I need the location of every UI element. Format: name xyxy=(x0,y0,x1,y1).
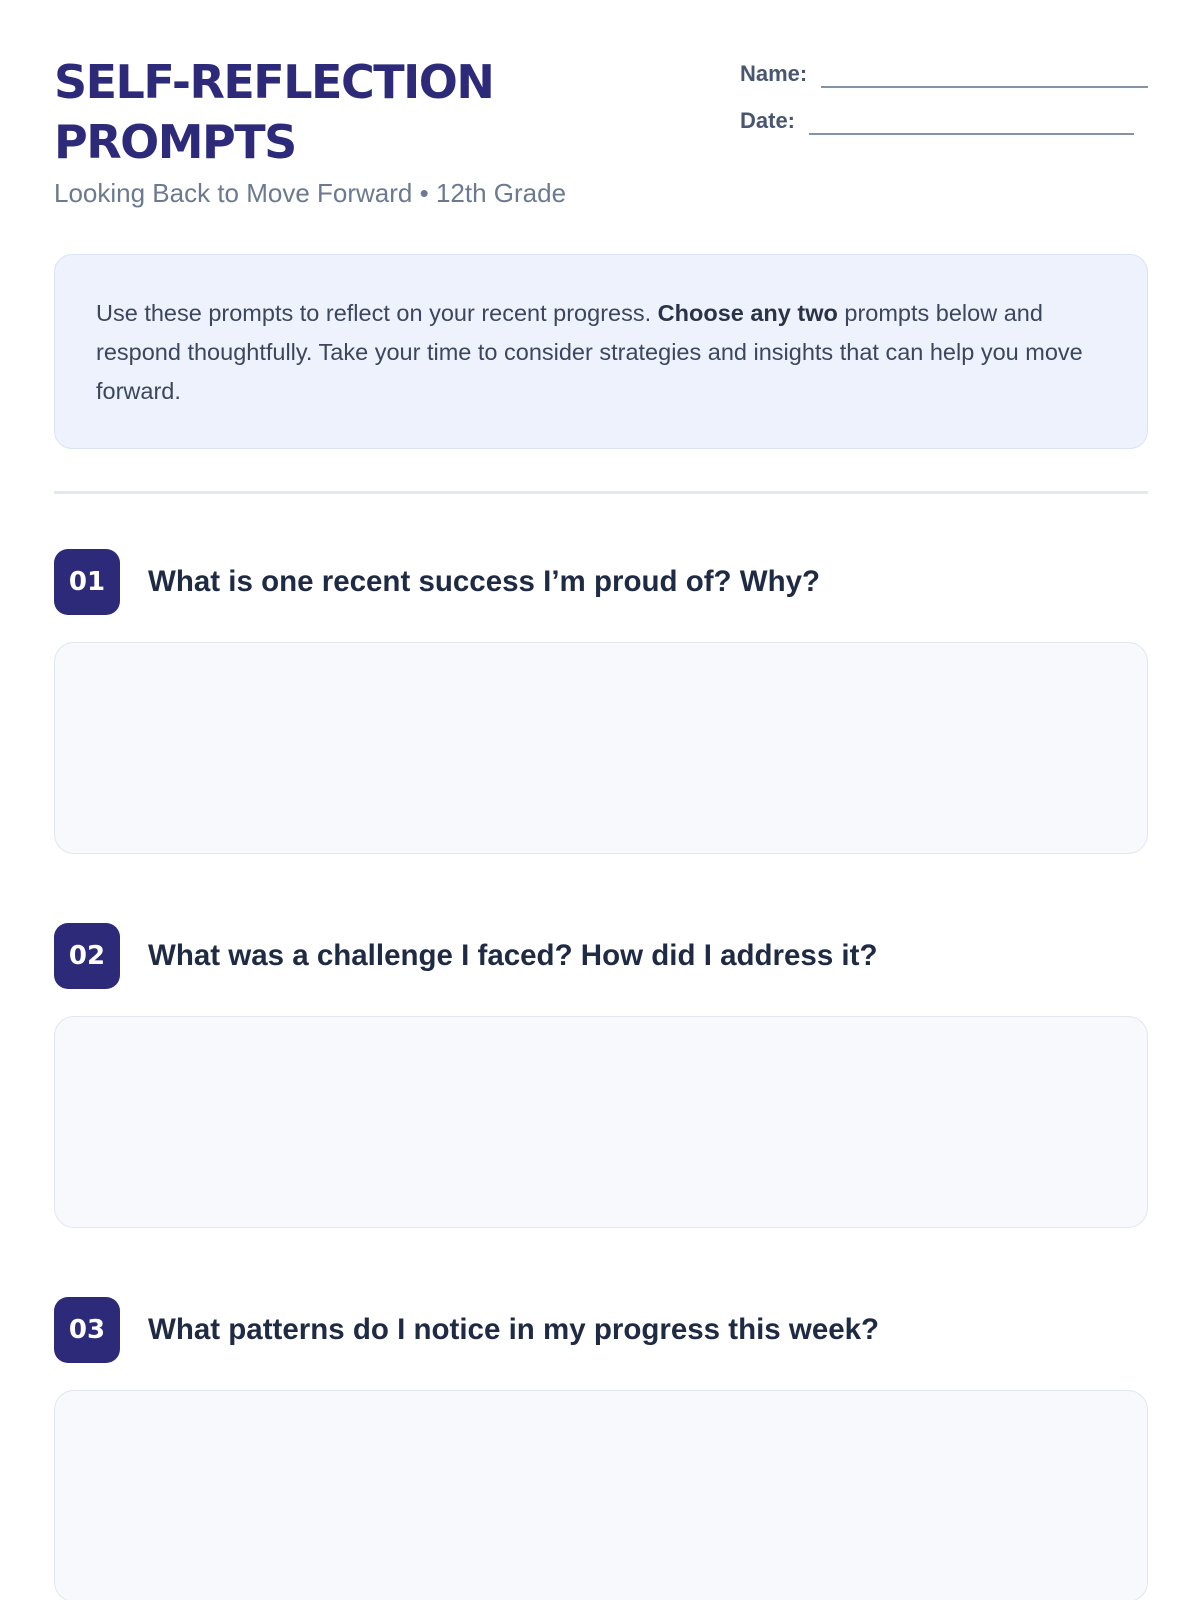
instructions-text-before: Use these prompts to reflect on your recent progress. xyxy=(96,300,658,326)
prompt-item-3 xyxy=(54,1297,1148,1600)
answer-box[interactable] xyxy=(54,642,1148,854)
prompt-item-1 xyxy=(54,549,1148,854)
prompt-header xyxy=(54,1297,1148,1363)
prompt-question: What patterns do I notice in my progress this week? xyxy=(148,1313,880,1346)
prompt-header xyxy=(54,923,1148,989)
section-divider xyxy=(54,491,1148,494)
worksheet-page xyxy=(54,0,1148,1600)
worksheet-header xyxy=(54,0,1148,240)
prompt-question: What was a challenge I faced? How did I address it? xyxy=(148,939,878,972)
date-field-row xyxy=(740,101,1148,135)
answer-box[interactable] xyxy=(54,1016,1148,1228)
answer-box[interactable] xyxy=(54,1390,1148,1600)
name-label: Name: xyxy=(740,61,808,86)
prompt-item-2 xyxy=(54,923,1148,1228)
instructions-box xyxy=(54,254,1148,449)
prompt-number-badge: 01 xyxy=(54,549,120,615)
prompt-number-badge: 02 xyxy=(54,923,120,989)
page-title: SELF-REFLECTION PROMPTS xyxy=(54,55,494,169)
student-info-fields xyxy=(740,54,1148,148)
prompt-number-badge: 03 xyxy=(54,1297,120,1363)
prompt-header xyxy=(54,549,1148,615)
date-field[interactable] xyxy=(809,103,1134,135)
instructions-emphasis: Choose any two xyxy=(657,300,838,326)
name-field-row xyxy=(740,54,1148,88)
instructions-text-after: prompts below and respond thoughtfully. Take your time to consider strategies and insights that can help you move forward. xyxy=(96,300,1083,404)
prompt-question: What is one recent success I’m proud of? Why? xyxy=(148,565,821,598)
date-label: Date: xyxy=(740,108,796,133)
page-subtitle: Looking Back to Move Forward • 12th Grade xyxy=(54,178,567,208)
name-field[interactable] xyxy=(821,56,1148,88)
